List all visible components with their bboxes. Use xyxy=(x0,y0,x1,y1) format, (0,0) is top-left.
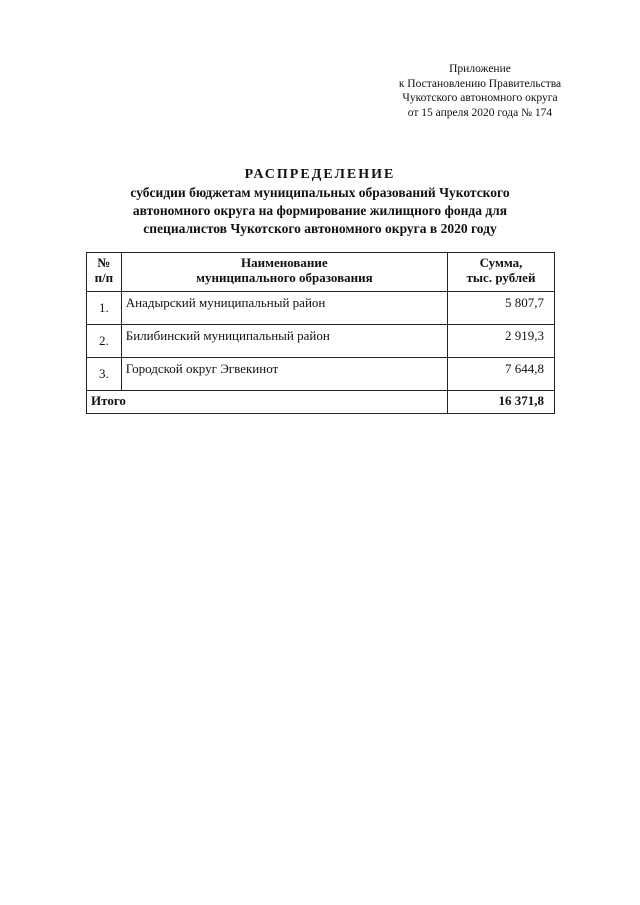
appendix-note xyxy=(370,62,590,120)
document-title: РАСПРЕДЕЛЕНИЕ xyxy=(244,167,396,182)
table-row xyxy=(87,325,555,358)
document-subtitle xyxy=(86,184,554,238)
row-num: 3. xyxy=(87,358,122,391)
row-num: 1. xyxy=(87,292,122,325)
total-label: Итого xyxy=(87,391,448,414)
table-row xyxy=(87,358,555,391)
appendix-line: Чукотского автономного округа xyxy=(402,92,558,104)
table-header-row xyxy=(87,253,555,292)
appendix-line: Приложение xyxy=(449,63,511,75)
header-sum: Сумма, тыс. рублей xyxy=(447,253,554,292)
row-name: Анадырский муниципальный район xyxy=(121,292,447,325)
distribution-table xyxy=(86,252,555,414)
row-name: Билибинский муниципальный район xyxy=(121,325,447,358)
row-sum: 2 919,3 xyxy=(447,325,554,358)
row-num: 2. xyxy=(87,325,122,358)
appendix-line: к Постановлению Правительства xyxy=(398,77,562,90)
table-row xyxy=(87,292,555,325)
subtitle-line: специалистов Чукотского автономного округа в 2020 году xyxy=(143,221,497,236)
header-name: Наименование муниципального образования xyxy=(121,253,447,292)
row-sum: 7 644,8 xyxy=(447,358,554,391)
subtitle-line: автономного округа на формирование жилищного фонда для xyxy=(132,203,508,218)
document-heading xyxy=(86,166,554,238)
row-name: Городской округ Эгвекинот xyxy=(121,358,447,391)
row-sum: 5 807,7 xyxy=(447,292,554,325)
total-row xyxy=(87,391,555,414)
total-sum: 16 371,8 xyxy=(447,391,554,414)
subtitle-line: субсидии бюджетам муниципальных образований Чукотского xyxy=(130,185,510,200)
header-num: № п/п xyxy=(87,253,122,292)
appendix-line: от 15 апреля 2020 года № 174 xyxy=(407,106,553,119)
